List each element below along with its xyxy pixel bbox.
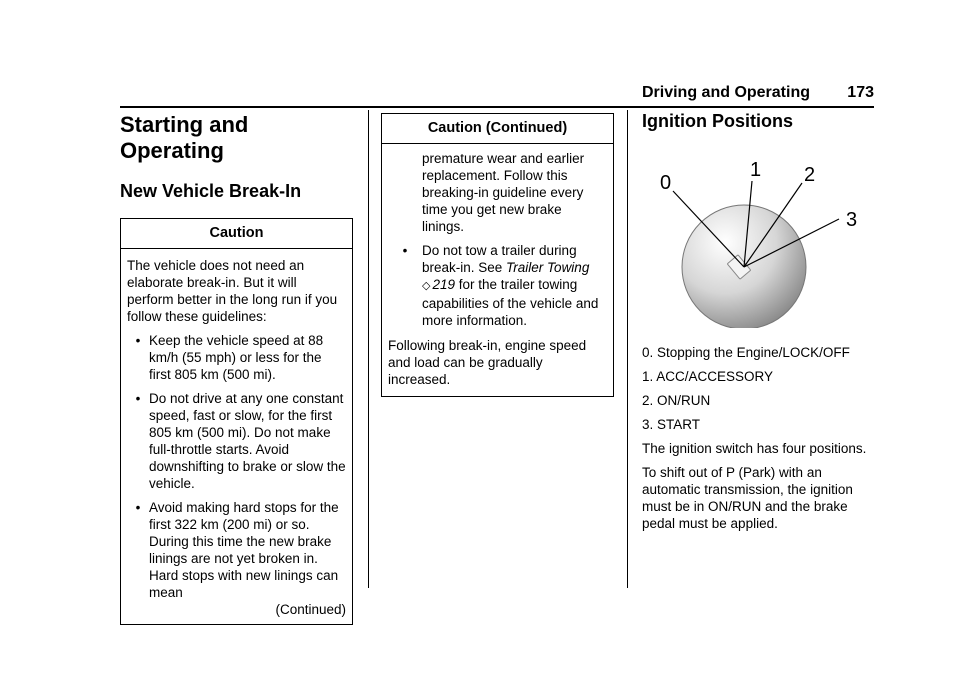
list-item: • Keep the vehicle speed at 88 km/h (55 mph) or less for the first 805 km (500 mi). [127,332,346,383]
column-1 [120,108,358,625]
caution-body [121,249,352,624]
list-item: 1. ACC/ACCESSORY [642,369,774,384]
page-header [120,80,874,108]
page-number: 173 [847,84,874,101]
paragraph: The ignition switch has four positions. [642,441,867,456]
caution-body [382,144,613,396]
position-2-label: 2 [804,164,816,186]
list-item: • Avoid making hard stops for the first 322 km (200 mi) or so. During this time the new brake linings are not yet broken in. Hard stops with new linings can mean [127,499,346,601]
ignition-positions-list [642,344,874,532]
ignition-switch-diagram [642,146,874,328]
paragraph: To shift out of P (Park) with an automatic transmission, the ignition must be in ON/RUN and the brake pedal must be applied. [642,465,853,531]
position-3-label: 3 [846,209,858,231]
caution-heading: Caution [121,219,352,249]
bullet-icon: • [402,243,408,258]
position-1-label: 1 [750,159,762,181]
bullet-icon: • [135,500,141,515]
ignition-title: Ignition Positions [642,111,793,131]
trailer-towing-link[interactable]: Trailer Towing [506,260,590,275]
column-divider [368,110,369,588]
bullet-icon: • [135,333,141,348]
caution-box-continued [381,113,614,397]
list-item: 2. ON/RUN [642,393,711,408]
continued-label: (Continued) [275,602,346,617]
page-reference-icon: ◇ [422,280,431,292]
list-item: • Do not tow a trailer during break-in. See Trailer Towing ◇ 219 for the trailer towing capabilities of the vehicle and more information. [388,242,607,329]
caution-intro: The vehicle does not need an elaborate break-in. But it will perform better in the long run if you follow these guidelines: [127,258,338,324]
section-title: Starting and Operating [120,112,249,163]
subsection-title: New Vehicle Break-In [120,181,302,201]
bullet-icon: • [135,391,141,406]
list-item: • Do not drive at any one constant speed, fast or slow, for the first 805 km (500 mi). Do not make full-throttle starts. Avoid downshifting to brake or slow the vehicle. [127,390,346,492]
caution-box [120,218,353,625]
caution-continuation: premature wear and earlier replacement. Follow this breaking-in guideline every time you get new brake linings. [422,151,585,234]
header-section-title: Driving and Operating [641,84,810,101]
caution-heading: Caution (Continued) [382,114,613,144]
column-3 [642,108,874,539]
page-reference-link[interactable]: 219 [432,277,455,292]
list-item: 3. START [642,417,701,432]
list-item: 0. Stopping the Engine/LOCK/OFF [642,345,850,360]
position-0-label: 0 [660,172,672,194]
closing-paragraph: Following break-in, engine speed and load can be gradually increased. [388,338,587,387]
column-2 [381,113,614,397]
column-divider [627,110,628,588]
